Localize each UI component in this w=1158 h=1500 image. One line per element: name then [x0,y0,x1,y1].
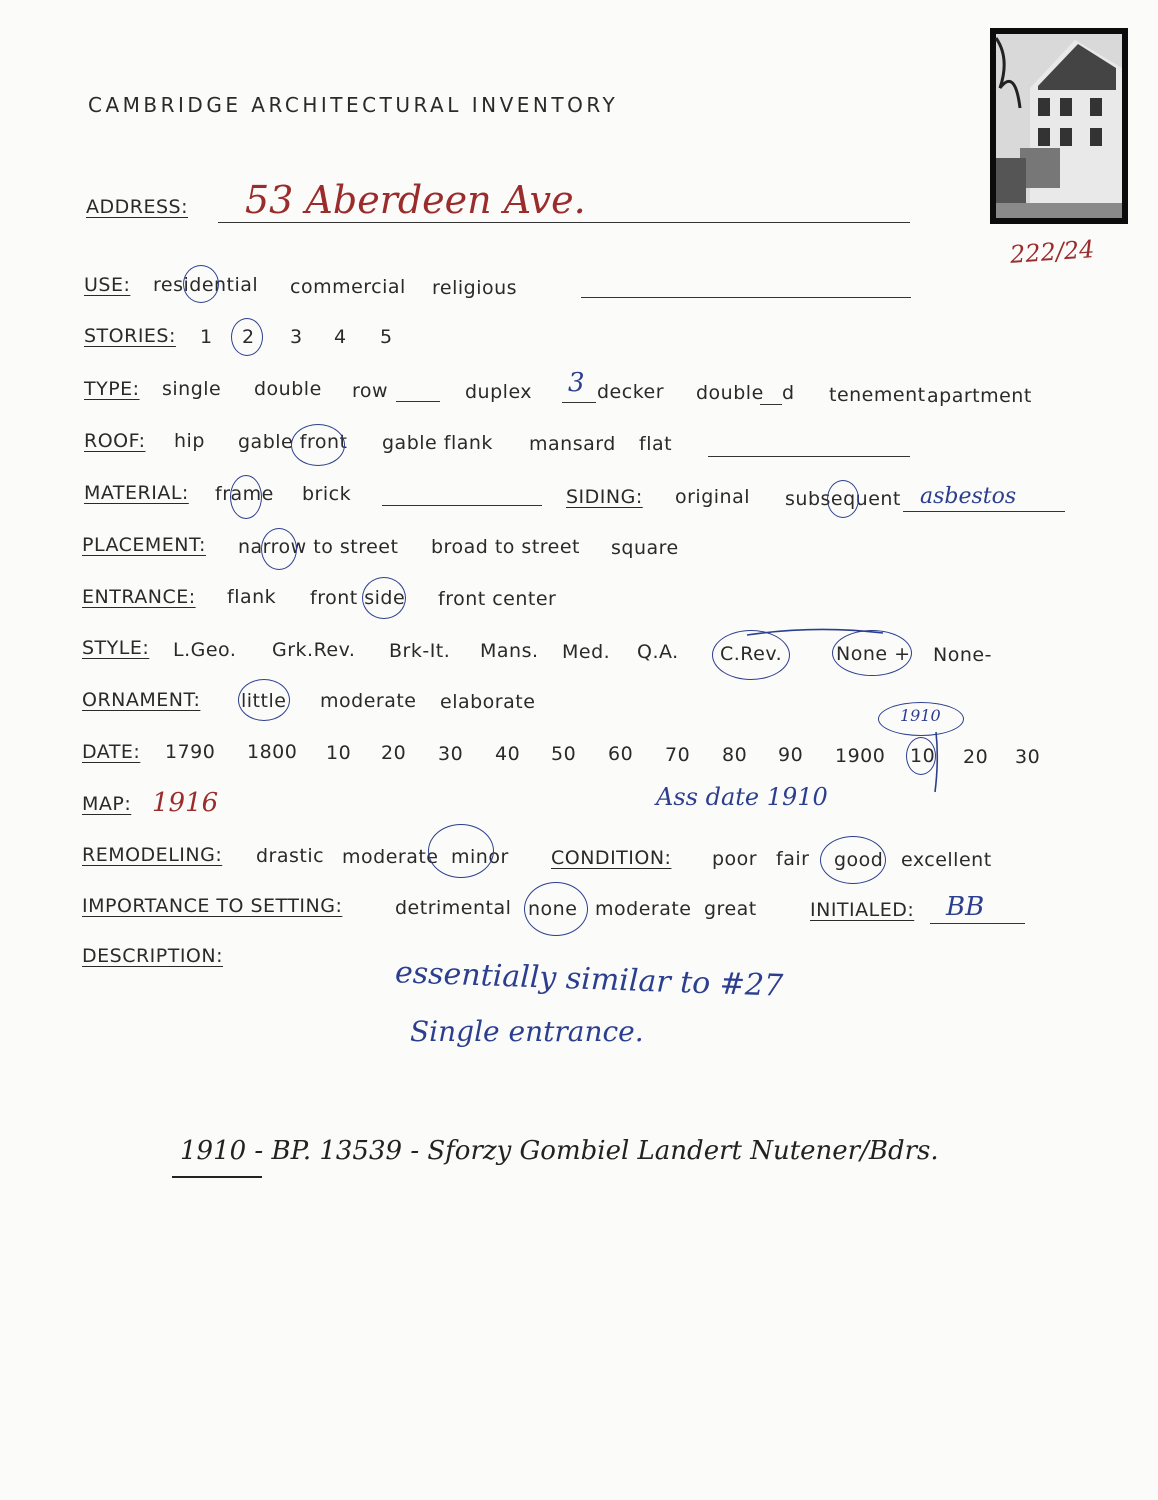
roof-circle [291,424,345,466]
siding-value: asbestos [920,484,1017,509]
address-line [218,222,910,223]
date-1920: 20 [963,746,989,768]
map-note: Ass date 1910 [656,783,828,811]
stories-4: 4 [334,326,347,348]
style-lgeo: L.Geo. [173,639,237,661]
material-circle [230,475,262,519]
date-10: 10 [326,742,352,764]
importance-moderate: moderate [595,898,692,920]
condition-good: good [834,849,884,871]
stories-3: 3 [290,326,303,348]
roof-other-line [708,456,910,457]
map-value: 1916 [152,788,219,818]
siding-subsequent: subsequent [785,488,901,510]
date-80: 80 [722,744,748,766]
photo-id-label: 222/24 [1009,235,1096,269]
siding-circle [827,480,859,518]
placement-broad: broad to street [431,536,581,558]
condition-label: CONDITION: [551,847,672,869]
style-label: STYLE: [82,637,150,659]
roof-mansard: mansard [529,433,616,455]
ornament-label: ORNAMENT: [82,689,201,711]
ornament-elaborate: elaborate [440,691,536,713]
initialed-label: INITIALED: [810,899,915,921]
roof-flat: flat [639,433,673,455]
date-annotation: 1910 [900,706,941,725]
date-1800: 1800 [247,741,298,763]
ornament-circle [238,679,290,721]
building-permit-note: 1910 - BP. 13539 - Sforzy Gombiel Landert Nutener/Bdrs. [180,1136,939,1166]
style-qa: Q.A. [637,641,679,663]
entrance-front-center: front center [438,588,557,610]
material-frame: frame [215,483,274,505]
remodeling-circle [428,824,494,878]
importance-detrimental: detrimental [395,897,512,919]
date-50: 50 [551,743,577,765]
date-40: 40 [495,743,521,765]
form-title: CAMBRIDGE ARCHITECTURAL INVENTORY [88,93,619,117]
type-double: double [254,378,322,400]
condition-poor: poor [712,848,758,870]
date-label: DATE: [82,741,141,763]
type-decker: decker [597,381,665,403]
roof-gable-front: gable front [238,431,348,453]
date-60: 60 [608,743,634,765]
stories-label: STORIES: [84,325,176,347]
use-religious: religious [432,277,518,299]
placement-circle [261,528,297,570]
material-label: MATERIAL: [84,482,189,504]
permit-underline [172,1176,262,1178]
roof-gable-flank: gable flank [382,432,493,454]
style-connector-line [745,625,885,639]
siding-label: SIDING: [566,486,643,508]
type-double-d: double [696,382,764,404]
style-med: Med. [562,641,611,663]
placement-square: square [611,537,679,559]
address-label: ADDRESS: [86,196,188,218]
type-tenement: tenement [829,384,926,406]
roof-label: ROOF: [84,430,146,452]
entrance-label: ENTRANCE: [82,586,196,608]
date-1910: 10 [910,745,936,767]
date-1900: 1900 [835,745,886,767]
roof-hip: hip [174,430,205,452]
type-single: single [162,378,222,400]
stories-circle [231,318,263,356]
date-annotation-line [930,730,942,796]
date-90: 90 [778,744,804,766]
description-line-2: Single entrance. [410,1015,644,1048]
use-other-line [581,297,911,298]
use-label: USE: [84,274,131,296]
description-label: DESCRIPTION: [82,945,224,967]
importance-circle [524,882,588,936]
condition-circle [820,836,886,884]
remodeling-label: REMODELING: [82,844,223,866]
remodeling-minor: minor [451,846,509,868]
importance-none: none [528,898,578,920]
date-1790: 1790 [165,741,216,763]
description-line-1: essentially similar to #27 [394,955,784,1004]
style-brkit: Brk-It. [389,640,451,662]
remodeling-drastic: drastic [256,845,325,867]
condition-fair: fair [776,848,810,870]
style-mans: Mans. [480,640,539,662]
siding-value-line [903,511,1065,512]
material-other-line [382,505,542,506]
date-20: 20 [381,742,407,764]
remodeling-moderate: moderate [342,846,439,868]
style-none-minus: None- [933,644,992,666]
siding-original: original [675,486,751,508]
type-decker-line [562,402,596,403]
condition-excellent: excellent [901,849,992,871]
date-70: 70 [665,744,691,766]
entrance-front-side: front side [310,587,406,609]
ornament-little: little [241,690,287,712]
use-residential: residential [153,274,259,296]
type-row: row [352,380,389,402]
importance-great: great [704,898,757,920]
date-30: 30 [438,743,464,765]
type-double-d-line [760,404,782,405]
ornament-moderate: moderate [320,690,417,712]
style-grkrev: Grk.Rev. [272,639,356,661]
type-apartment: apartment [927,385,1032,407]
initialed-value: BB [946,892,985,922]
placement-narrow: narrow to street [238,536,399,558]
entrance-circle [362,577,406,619]
type-decker-number: 3 [568,368,585,398]
entrance-flank: flank [227,586,277,608]
type-duplex: duplex [465,381,533,403]
use-circle [183,265,219,303]
address-value: 53 Aberdeen Ave. [245,178,586,222]
type-label: TYPE: [84,378,140,400]
material-brick: brick [302,483,352,505]
style-crev: C.Rev. [720,643,783,665]
stories-2: 2 [242,326,255,348]
map-label: MAP: [82,793,132,815]
style-none-plus: None + [836,643,911,665]
building-photo [990,28,1128,224]
date-1930: 30 [1015,746,1041,768]
importance-label: IMPORTANCE TO SETTING: [82,895,343,917]
placement-label: PLACEMENT: [82,534,206,556]
type-d: d [782,382,795,404]
type-row-line [396,401,440,402]
stories-1: 1 [200,326,213,348]
stories-5: 5 [380,326,393,348]
initialed-line [930,923,1025,924]
use-commercial: commercial [290,276,406,298]
